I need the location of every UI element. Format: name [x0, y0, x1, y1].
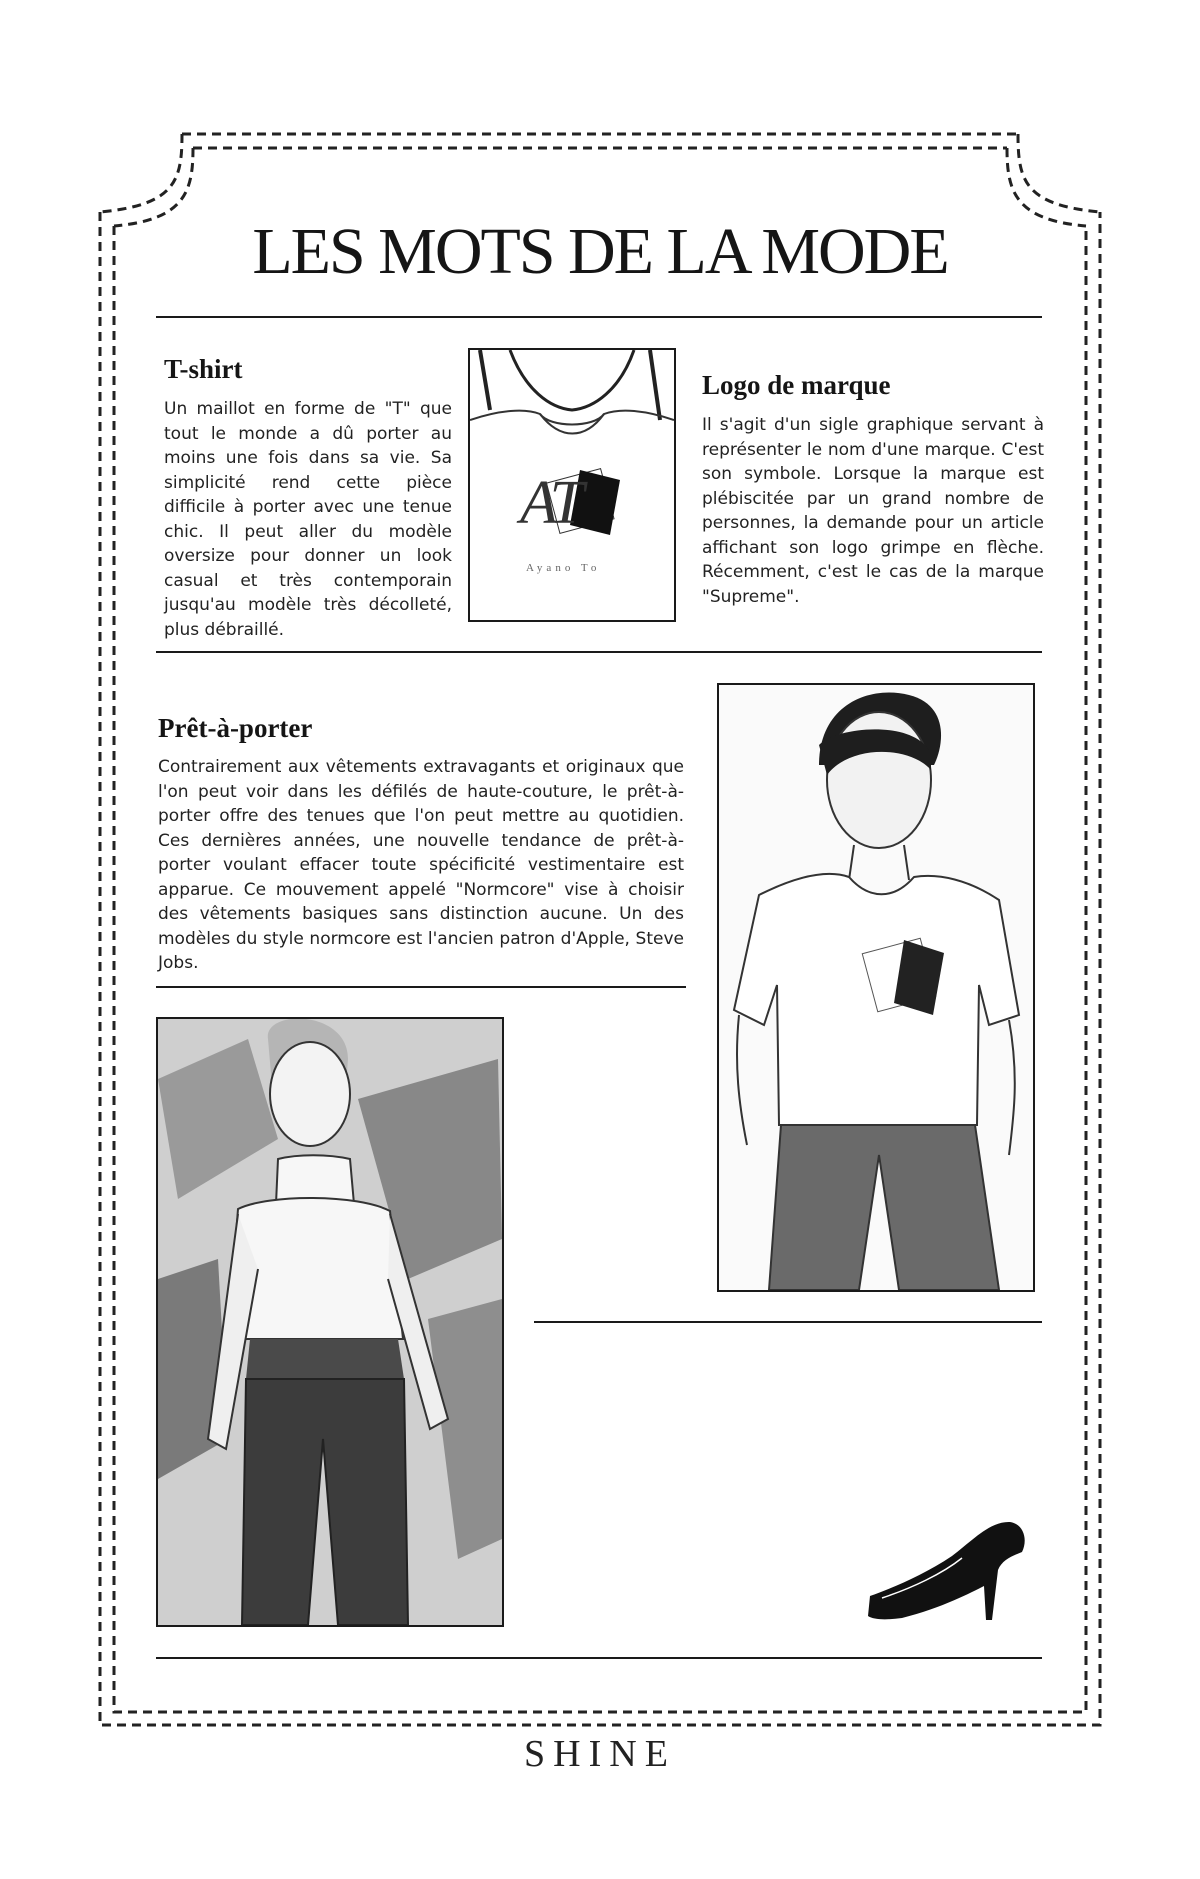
divider-middle — [156, 651, 1042, 653]
entry-text-logo: Il s'agit d'un sigle graphique servant à représenter le nom d'une marque. C'est son symbole. Lorsque la marque est plébiscitée par un grand nombre de personnes, la demande pour un article affichant son logo grimpe en flèche. Récemment, c'est le cas de la marque "Supreme". — [702, 415, 1044, 607]
entry-text-pret: Contrairement aux vêtements extravagants et originaux que l'on peut voir dans les défilés de haute-couture, le prêt-à-porter offre des tenues que l'on peut mettre au quotidien. Ces dernières années, une nouvelle tendance de prêt-à-porter voulant effacer toute spécificité vestimentaire est apparue. Ce mouvement appelé "Normcore" vise à choisir des vêtements basiques sans distinction aucune. Un des modèles du style normcore est l'ancien patron d'Apple, Steve Jobs. — [158, 757, 684, 973]
divider-pret-bottom — [156, 986, 686, 988]
logo-mark: AT — [520, 469, 579, 537]
entry-heading-pret: Prêt-à-porter — [158, 713, 313, 743]
high-heel-shoe-icon — [862, 1516, 1030, 1626]
divider-top — [156, 316, 1042, 318]
entry-heading-tshirt: T-shirt — [164, 354, 243, 384]
entry-heading-logo: Logo de marque — [702, 370, 891, 400]
page-title: LES MOTS DE LA MODE — [252, 215, 948, 288]
divider-right-bottom — [534, 1321, 1042, 1323]
entry-text-tshirt: Un maillot en forme de "T" que tout le monde a dû porter au moins une fois dans sa vie. Sa simplicité rend cette pièce difficile à porter avec une tenue chic. Il peut aller du modèle oversize pour donner un look casual et très contemporain jusqu'au modèle très décolleté, plus débraillé. — [164, 399, 452, 640]
logo-caption: Ayano To — [526, 562, 601, 574]
footer-series-title: SHINE — [524, 1733, 676, 1775]
tshirt-illustration — [468, 348, 676, 622]
illustration-woman-tshirt — [717, 683, 1035, 1292]
divider-bottom — [156, 1657, 1042, 1659]
illustration-woman-turtleneck — [156, 1017, 504, 1627]
